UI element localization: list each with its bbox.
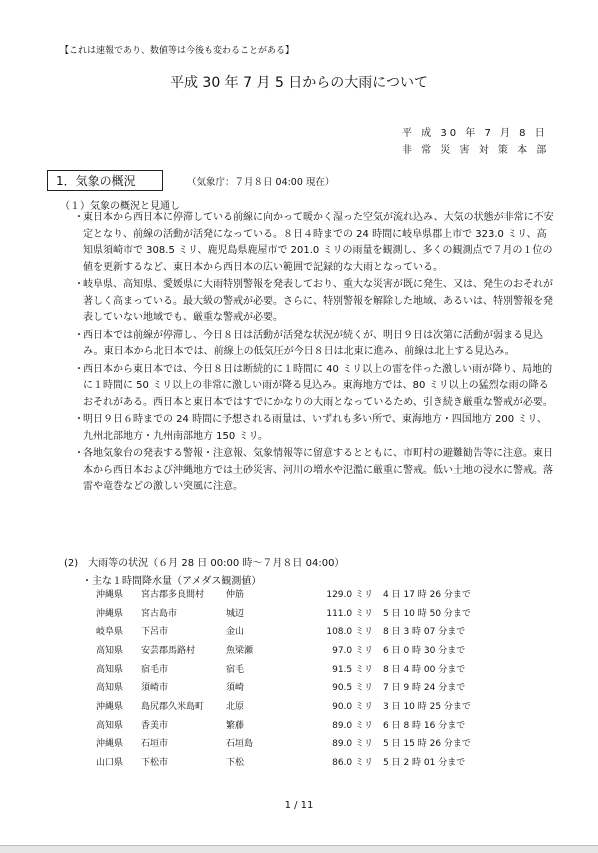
station-cell: 仲筋 [226,589,245,600]
prefecture-cell: 高知県 [96,720,124,731]
rainfall-amount-cell: 129.0 ミリ [326,589,373,600]
municipality-cell: 宿毛市 [141,664,169,675]
prefecture-cell: 高知県 [96,645,124,656]
station-cell: 繁藤 [226,720,245,731]
prefecture-cell: 岐阜県 [96,627,124,638]
bullet-item: ・ 明日９日６時までの 24 時間に予想される雨量は、いずれも多い所で、東海地方・四国地方 200 ミリ、九州北部地方・九州南部地方 150 ミリ。 [74,414,547,442]
bullet-text: 西日本では前線が停滞し、今日８日は活動が活発な状況が続くが、明日９日は次第に活動が弱まる見込み。東日本から北日本では、前線上の低気圧が今日８日は北東に進み、前線は北上する見込み。 [83,329,543,357]
municipality-cell: 須崎市 [141,683,169,694]
section-1-header [47,170,335,188]
bullet-item: ・ 各地気象台の発表する警報・注意報、気象情報等に留意するとともに、市町村の避難勧告等に注意。東日本から西日本および沖縄地方では土砂災害、河川の増水や氾濫に厳重に警戒。低い土地の浸水に警戒。落雷や竜巻などの激しい突風に注意。 [74,448,553,492]
prefecture-cell: 沖縄県 [96,701,124,712]
preliminary-notice: 【これは速報であり、数値等は今後も変わることがある】 [60,46,295,56]
outlook-bullet-list [74,210,554,497]
section-1-source: （気象庁：７月８日 04:00 現在） [187,177,335,188]
table-row [96,752,493,771]
bullet-item: ・ 西日本から東日本では、今日８日は断続的に１時間に 40 ミリ以上の雷を伴った激しい雨が降り、局地的に１時間に 50 ミリ以上の非常に激しい雨が降る見込み。東海地方では、80 ミリ以上の猛烈な雨の降るおそれがある。西日本と東日本ではすでにかなりの大雨となっているため、引き続き厳重な警戒が必要。 [74,363,553,408]
rainfall-amount-cell: 86.0 ミリ [332,758,373,769]
rainfall-table [96,584,493,771]
municipality-cell: 香美市 [141,720,169,731]
subsection-2-label: (2) [64,558,79,569]
observation-time-cell: 5 日 15 時 26 分まで [383,739,471,750]
rainfall-amount-cell: 108.0 ミリ [326,627,373,638]
table-row [96,621,493,640]
bullet-item: ・ 岐阜県、高知県、愛媛県に大雨特別警報を発表しており、重大な災害が既に発生、又は、発生のおそれが著しく高まっている。最大級の警戒が必要。さらに、特別警報を解除した地域、あるいは、特別警報を発表していない地域でも、厳重な警戒が必要。 [74,279,553,323]
subsection-1-heading: （１）気象の概況と見通し [60,201,180,212]
table-row [96,734,493,753]
station-cell: 北原 [226,701,245,712]
table-row [96,677,493,696]
rainfall-table-title: ・主な１時間降水量（アメダス観測値） [82,576,262,587]
station-cell: 須崎 [226,683,245,694]
bullet-item: ・ 東日本から西日本に停滞している前線に向かって暖かく湿った空気が流れ込み、大気の状態が非常に不安定となり、前線の活動が活発になっている。８日４時までの 24 時間に岐阜県郡上市で 323.0 ミリ、高知県須崎市で 308.5 ミリ、鹿児島県鹿屋市で 201.0 ミリの雨量を観測し、多くの観測点で７月の１位の値を更新するなど、東日本から西日本の広い範囲で記録的な大雨となっている。 [74,212,554,273]
observation-time-cell: 5 日 10 時 50 分まで [383,608,471,619]
table-row [96,715,493,734]
subsection-2-heading [64,554,344,569]
prefecture-cell: 高知県 [96,683,124,694]
rainfall-amount-cell: 89.0 ミリ [332,739,373,750]
rainfall-amount-cell: 90.5 ミリ [332,683,373,694]
bullet-text: 明日９日６時までの 24 時間に予想される雨量は、いずれも多い所で、東海地方・四国地方 200 ミリ、九州北部地方・九州南部地方 150 ミリ。 [83,414,547,442]
bullet-text: 各地気象台の発表する警報・注意報、気象情報等に留意するとともに、市町村の避難勧告等に注意。東日本から西日本および沖縄地方では土砂災害、河川の増水や氾濫に厳重に警戒。低い土地の浸水に警戒。落雷や竜巻などの激しい突風に注意。 [83,448,553,492]
observation-time-cell: 6 日 0 時 30 分まで [383,645,466,656]
municipality-cell: 安芸郡馬路村 [141,645,196,656]
prefecture-cell: 山口県 [96,758,124,769]
station-cell: 城辺 [226,608,245,619]
municipality-cell: 宮古島市 [141,608,178,619]
page-number: 1 / 11 [284,800,314,811]
observation-time-cell: 8 日 3 時 07 分まで [383,627,466,638]
municipality-cell: 宮古郡多良間村 [141,589,205,600]
prefecture-cell: 沖縄県 [96,589,124,600]
table-row [96,659,493,678]
station-cell: 宿毛 [226,664,245,675]
issuing-organization: 非 常 災 害 対 策 本 部 [402,145,550,156]
table-row [96,603,493,622]
rainfall-amount-cell: 97.0 ミリ [332,645,373,656]
table-row [96,640,493,659]
table-row [96,584,493,603]
rainfall-amount-cell: 90.0 ミリ [332,701,373,712]
prefecture-cell: 高知県 [96,664,124,675]
rainfall-amount-cell: 89.0 ミリ [332,720,373,731]
bullet-text: 西日本から東日本では、今日８日は断続的に１時間に 40 ミリ以上の雷を伴った激しい雨が降り、局地的に１時間に 50 ミリ以上の非常に激しい雨が降る見込み。東海地方では、80 ミリ以上の猛烈な雨の降るおそれがある。西日本と東日本ではすでにかなりの大雨となっているため、引き続き厳重な警戒が必要。 [83,363,553,408]
prefecture-cell: 沖縄県 [96,739,124,750]
municipality-cell: 下松市 [141,758,169,769]
bullet-text: 岐阜県、高知県、愛媛県に大雨特別警報を発表しており、重大な災害が既に発生、又は、発生のおそれが著しく高まっている。最大級の警戒が必要。さらに、特別警報を解除した地域、あるいは、特別警報を発表していない地域でも、厳重な警戒が必要。 [83,279,553,323]
bullet-item: ・ 西日本では前線が停滞し、今日８日は活動が活発な状況が続くが、明日９日は次第に活動が弱まる見込み。東日本から北日本では、前線上の低気圧が今日８日は北東に進み、前線は北上する見込み。 [74,329,543,357]
observation-time-cell: 4 日 17 時 26 分まで [383,589,471,600]
station-cell: 下松 [226,758,245,769]
station-cell: 金山 [226,627,245,638]
observation-time-cell: 8 日 4 時 00 分まで [383,664,466,675]
station-cell: 石垣島 [226,739,254,750]
document-title: 平成 30 年 7 月 5 日からの大雨について [169,75,429,91]
section-1-heading: 1．気象の概況 [47,170,163,191]
issuer-block [402,125,549,159]
issue-date: 平 成 30 年 7 月 8 日 [402,128,548,139]
municipality-cell: 島尻郡久米島町 [141,701,205,712]
table-row [96,696,493,715]
observation-time-cell: 3 日 10 時 25 分まで [383,701,471,712]
station-cell: 魚梁瀬 [226,645,254,656]
municipality-cell: 石垣市 [141,739,169,750]
observation-time-cell: 7 日 9 時 24 分まで [383,683,466,694]
subsection-2-title: 大雨等の状況（６月 28 日 00:00 時～７月８日 04:00） [88,558,345,569]
rainfall-amount-cell: 91.5 ミリ [332,664,373,675]
observation-time-cell: 5 日 2 時 01 分まで [383,758,466,769]
prefecture-cell: 沖縄県 [96,608,124,619]
municipality-cell: 下呂市 [141,627,169,638]
bullet-text: 東日本から西日本に停滞している前線に向かって暖かく湿った空気が流れ込み、大気の状態が非常に不安定となり、前線の活動が活発になっている。８日４時までの 24 時間に岐阜県郡上市で 323.0 ミリ、高知県須崎市で 308.5 ミリ、鹿児島県鹿屋市で 201.0 ミリの雨量を観測し、多くの観測点で７月の１位の値を更新するなど、東日本から西日本の広い範囲で記録的な大雨となっている。 [83,212,554,273]
rainfall-amount-cell: 111.0 ミリ [326,608,373,619]
observation-time-cell: 6 日 8 時 16 分まで [383,720,466,731]
